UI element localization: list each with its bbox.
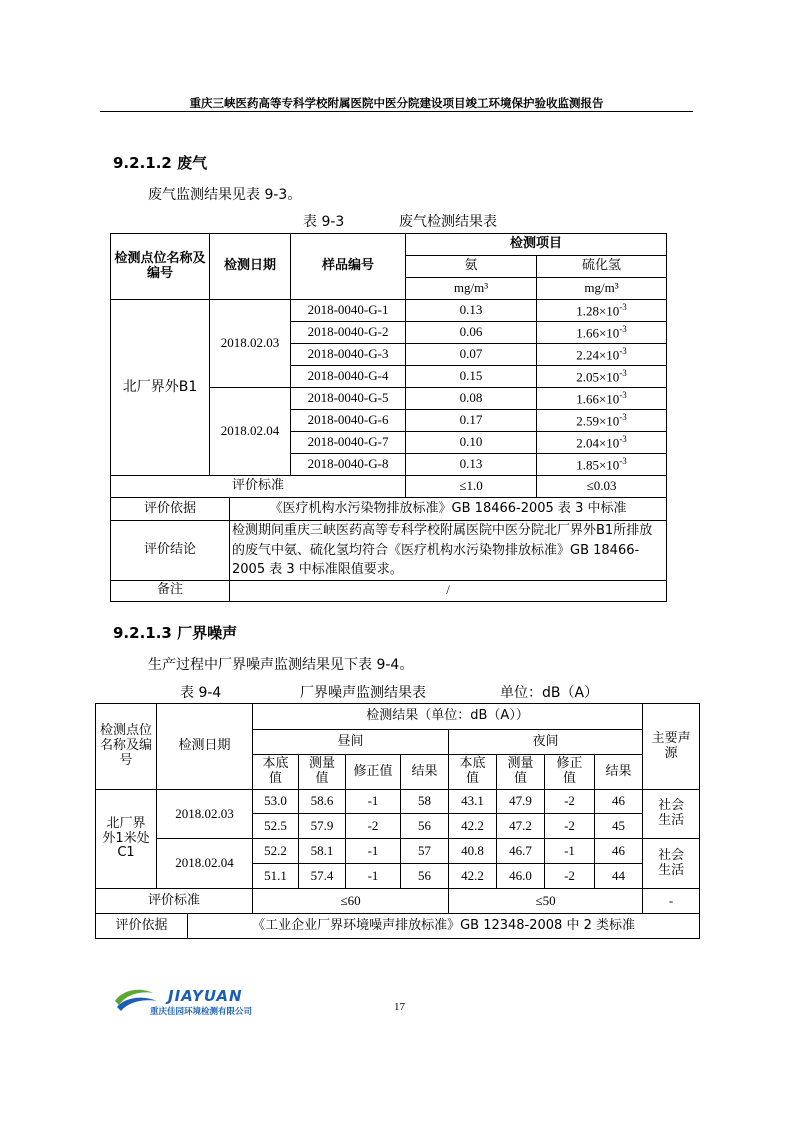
section-heading-noise: 9.2.1.3 厂界噪声 <box>113 624 238 642</box>
site-name: 北厂界外B1 <box>122 379 198 396</box>
sample-id: 2018-0040-G-6 <box>291 410 406 432</box>
h2s-base: 1.85×10 <box>576 457 620 473</box>
day-bg: 53.0 <box>253 790 299 814</box>
h2s-exp: -3 <box>619 301 627 312</box>
day-bg: 52.5 <box>253 814 299 839</box>
header-day-res: 结果 <box>401 755 449 790</box>
day-res: 58 <box>401 790 449 814</box>
night-meas: 46.7 <box>497 839 545 864</box>
h2s-value <box>537 322 667 344</box>
sample-id: 2018-0040-G-4 <box>291 366 406 388</box>
h2s-base: 2.05×10 <box>576 369 620 385</box>
h2s-exp: -3 <box>619 345 627 356</box>
table94-number: 表 9-4 <box>180 685 222 701</box>
table94-unit: 单位：dB（A） <box>500 685 599 701</box>
day-corr: -1 <box>346 864 401 889</box>
h2s-base: 2.04×10 <box>576 435 620 451</box>
noise-intro: 生产过程中厂界噪声监测结果见下表 9-4。 <box>148 657 414 673</box>
header-date: 检测日期 <box>157 704 253 790</box>
report-header: 重庆三峡医药高等专科学校附属医院中医分院建设项目竣工环境保护验收监测报告 <box>189 96 604 110</box>
basis-text: 《医疗机构水污染物排放标准》GB 18466-2005 表 3 中标准 <box>230 498 667 521</box>
date-cell: 2018.02.03 <box>210 300 291 388</box>
h2s-base: 2.24×10 <box>576 347 620 363</box>
std-label: 评价标准 <box>111 476 406 498</box>
header-night: 夜间 <box>449 730 643 755</box>
h2s-value <box>537 366 667 388</box>
night-corr: -2 <box>545 790 595 814</box>
header-h2s: 硫化氢 <box>537 256 667 278</box>
h2s-base: 1.28×10 <box>576 303 620 319</box>
ammonia-value: 0.08 <box>406 388 537 410</box>
source-cell: 社会生活 <box>643 790 700 839</box>
header-site: 检测点位名称及编号 <box>111 234 210 300</box>
h2s-base: 1.66×10 <box>576 391 620 407</box>
h2s-value <box>537 410 667 432</box>
header-day-corr: 修正值 <box>346 755 401 790</box>
night-res: 46 <box>595 839 643 864</box>
site-cell: 北厂界外1米处C1 <box>96 790 157 889</box>
basis-text: 《工业企业厂界环境噪声排放标准》GB 12348-2008 中 2 类标准 <box>188 914 700 939</box>
night-bg: 42.2 <box>449 864 497 889</box>
ammonia-value: 0.07 <box>406 344 537 366</box>
day-meas: 57.4 <box>299 864 346 889</box>
header-date: 检测日期 <box>210 234 291 300</box>
sample-id: 2018-0040-G-2 <box>291 322 406 344</box>
night-meas: 47.9 <box>497 790 545 814</box>
h2s-exp: -3 <box>619 367 627 378</box>
ammonia-value: 0.13 <box>406 300 537 322</box>
night-bg: 40.8 <box>449 839 497 864</box>
date-cell: 2018.02.03 <box>157 790 253 839</box>
night-bg: 43.1 <box>449 790 497 814</box>
table94-title: 厂界噪声监测结果表 <box>300 685 426 701</box>
header-day-bg: 本底值 <box>253 755 299 790</box>
h2s-value <box>537 454 667 476</box>
ammonia-value: 0.17 <box>406 410 537 432</box>
day-res: 56 <box>401 814 449 839</box>
unit-ammonia: mg/m³ <box>406 278 537 300</box>
night-res: 44 <box>595 864 643 889</box>
day-corr: -1 <box>346 839 401 864</box>
header-night-bg: 本底值 <box>449 755 497 790</box>
logo-text: JIAYUAN <box>168 987 243 1005</box>
night-res: 46 <box>595 790 643 814</box>
header-ammonia: 氨 <box>406 256 537 278</box>
date-cell: 2018.02.04 <box>157 839 253 889</box>
h2s-exp: -3 <box>619 411 627 422</box>
day-corr: -2 <box>346 814 401 839</box>
h2s-value <box>537 344 667 366</box>
waste-gas-intro: 废气监测结果见表 9-3。 <box>148 187 302 203</box>
h2s-exp: -3 <box>619 433 627 444</box>
waste-gas-table <box>110 233 667 602</box>
header-divider <box>100 111 693 112</box>
sample-id: 2018-0040-G-3 <box>291 344 406 366</box>
table93-number: 表 9-3 <box>303 214 345 230</box>
night-meas: 46.0 <box>497 864 545 889</box>
header-day-meas: 测量值 <box>299 755 346 790</box>
std-label: 评价标准 <box>96 889 253 914</box>
remark-label: 备注 <box>111 580 230 601</box>
ammonia-value: 0.15 <box>406 366 537 388</box>
header-night-res: 结果 <box>595 755 643 790</box>
conclusion-label: 评价结论 <box>111 521 230 581</box>
header-items: 检测项目 <box>406 234 667 256</box>
sample-id: 2018-0040-G-7 <box>291 432 406 454</box>
day-bg: 51.1 <box>253 864 299 889</box>
day-meas: 58.6 <box>299 790 346 814</box>
header-night-meas: 测量值 <box>497 755 545 790</box>
header-night-corr: 修正值 <box>545 755 595 790</box>
h2s-value <box>537 432 667 454</box>
header-site: 检测点位名称及编号 <box>96 704 157 790</box>
night-corr: -1 <box>545 839 595 864</box>
h2s-value <box>537 388 667 410</box>
site-cell <box>111 300 210 476</box>
std-night: ≤50 <box>449 889 643 914</box>
h2s-exp: -3 <box>619 455 627 466</box>
day-bg: 52.2 <box>253 839 299 864</box>
noise-table <box>95 703 700 939</box>
day-corr: -1 <box>346 790 401 814</box>
remark-text: / <box>230 580 667 601</box>
sample-id: 2018-0040-G-8 <box>291 454 406 476</box>
basis-label: 评价依据 <box>96 914 188 939</box>
night-corr: -2 <box>545 814 595 839</box>
source-cell: 社会生活 <box>643 839 700 889</box>
section-heading-waste-gas: 9.2.1.2 废气 <box>113 154 208 172</box>
night-bg: 42.2 <box>449 814 497 839</box>
ammonia-value: 0.13 <box>406 454 537 476</box>
basis-label: 评价依据 <box>111 498 230 521</box>
ammonia-value: 0.06 <box>406 322 537 344</box>
unit-h2s: mg/m³ <box>537 278 667 300</box>
day-res: 56 <box>401 864 449 889</box>
conclusion-text: 检测期间重庆三峡医药高等专科学校附属医院中医分院北厂界外B1所排放的废气中氨、硫化氢均符合《医疗机构水污染物排放标准》GB 18466-2005 表 3 中标准限值要求。 <box>230 521 667 581</box>
sample-id: 2018-0040-G-1 <box>291 300 406 322</box>
h2s-base: 2.59×10 <box>576 413 620 429</box>
day-meas: 57.9 <box>299 814 346 839</box>
night-meas: 47.2 <box>497 814 545 839</box>
header-sample: 样品编号 <box>291 234 406 300</box>
header-day: 昼间 <box>253 730 449 755</box>
h2s-exp: -3 <box>619 389 627 400</box>
header-source: 主要声源 <box>643 704 700 790</box>
h2s-value <box>537 300 667 322</box>
header-result: 检测结果（单位：dB（A）） <box>253 704 643 730</box>
table93-title: 废气检测结果表 <box>399 214 497 230</box>
h2s-base: 1.66×10 <box>576 325 620 341</box>
page-number: 17 <box>394 1001 405 1013</box>
std-source: - <box>643 889 700 914</box>
std-ammonia: ≤1.0 <box>406 476 537 498</box>
sample-id: 2018-0040-G-5 <box>291 388 406 410</box>
day-meas: 58.1 <box>299 839 346 864</box>
std-h2s: ≤0.03 <box>537 476 667 498</box>
night-corr: -2 <box>545 864 595 889</box>
h2s-exp: -3 <box>619 323 627 334</box>
ammonia-value: 0.10 <box>406 432 537 454</box>
std-day: ≤60 <box>253 889 449 914</box>
company-name: 重庆佳园环境检测有限公司 <box>150 1007 253 1017</box>
day-res: 57 <box>401 839 449 864</box>
night-res: 45 <box>595 814 643 839</box>
date-cell: 2018.02.04 <box>210 388 291 476</box>
